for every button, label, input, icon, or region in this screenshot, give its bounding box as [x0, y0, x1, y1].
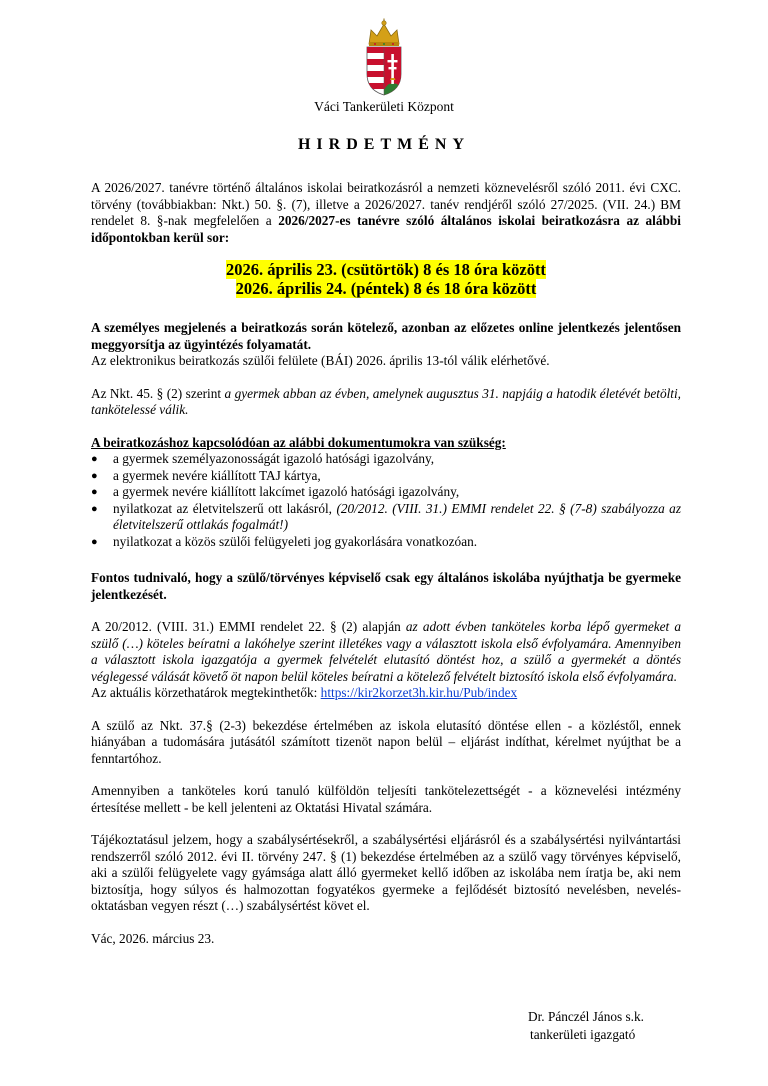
list-item: ● a gyermek személyazonosságát igazoló hatósági igazolvány, — [91, 451, 435, 466]
abroad-paragraph: Amennyiben a tanköteles korú tanuló külföldön teljesíti tankötelezettségét - a köznevelési intézmény értesítése mellett - be kell jelenteni az Oktatási Hivatal számára. — [91, 783, 681, 815]
intro-bold-text: 2026/2027-es tanévre szóló általános iskolai beiratkozásra az alábbi időpontokban kerül sor: — [91, 213, 681, 245]
signatory-role: tankerületi igazgató — [530, 1027, 636, 1042]
appeal-paragraph: A szülő az Nkt. 37.§ (2-3) bekezdése értelmében az iskola elutasító döntése ellen - a közléstől, ennek hiányában a tudomására jutásától számított tizenöt napon belül – eljárást indíthat, kérelmet nyújthat be a fenntartóhoz. — [91, 717, 681, 766]
district-boundaries-label: Az aktuális körzethatárok megtekinthetők: — [91, 685, 321, 700]
nkt45-paragraph — [91, 386, 681, 419]
emmi-prefix: A 20/2012. (VIII. 31.) EMMI rendelet 22. § (2) alapján — [91, 619, 406, 634]
bullet-icon: ● — [91, 502, 98, 515]
enrollment-dates — [91, 260, 681, 298]
bullet-icon: ● — [91, 453, 98, 465]
online-interface-note: Az elektronikus beiratkozás szülői felülete (BÁI) 2026. április 13-tól válik elérhetővé. — [91, 353, 550, 368]
nkt45-quote: a gyermek abban az évben, amelynek augusztus 31. napjáig a hatodik életévét betölti, tankötelessé válik. — [91, 385, 681, 417]
list-item: ● a gyermek nevére kiállított TAJ kártya, — [91, 467, 321, 483]
coat-of-arms-icon — [363, 18, 405, 96]
list-item: ● a gyermek nevére kiállított lakcímet igazoló hatósági igazolvány, — [91, 484, 460, 499]
enrollment-date-2: 2026. április 24. (péntek) 8 és 18 óra között — [235, 279, 537, 298]
documents-heading: A beiratkozáshoz kapcsolódóan az alábbi dokumentumokra van szükség: — [91, 434, 506, 450]
list-item: ● nyilatkozat a közös szülői felügyeleti jog gyakorlására vonatkozóan. — [91, 533, 478, 549]
signature-block — [528, 1008, 644, 1044]
nkt45-prefix: Az Nkt. 45. § (2) szerint — [91, 385, 225, 401]
intro-text: A 2026/2027. tanévre történő általános iskolai beiratkozásról a nemzeti köznevelésről szóló 2011. évi CXC. törvény (továbbiakban: Nkt.) 50. §. (7), illetve a 2026/2027. tanév rendjéről szóló 27/2025. (VII. 24.) BM rendelet 8. §-nak megfelelően a — [91, 180, 681, 228]
document-body — [91, 180, 681, 947]
enrollment-date-1: 2026. április 23. (csütörtök) 8 és 18 óra között — [226, 260, 546, 279]
important-note: Fontos tudnivaló, hogy a szülő/törvényes képviselő csak egy általános iskolába nyújthatja be gyermeke jelentkezését. — [91, 570, 681, 602]
bullet-icon: ● — [91, 535, 98, 548]
place-and-date: Vác, 2026. március 23. — [91, 930, 215, 946]
emmi-paragraph — [91, 619, 681, 685]
bullet-icon: ● — [91, 486, 98, 498]
bullet-icon: ● — [91, 469, 98, 482]
offence-paragraph: Tájékoztatásul jelzem, hogy a szabálysértésekről, a szabálysértési eljárásról és a szabálysértési nyilvántartási rendszerről szóló 2012. évi II. törvény 247. § (1) bekezdése értelmében az a szülő vagy törvényes képviselő, aki a szülői felügyelete vagy gyámsága alatt álló gyermeket kellő időben az iskolába nem íratja be, aki nem biztosítja, hogy súlyos és halmozottan fogyatékos gyermeke a fejlődését biztosító nevelésben, nevelés-oktatásban vegyen részt (…) szabálysértést követ el. — [91, 832, 681, 913]
documents-list — [91, 451, 681, 550]
personal-attendance-note: A személyes megjelenés a beiratkozás során kötelező, azonban az előzetes online jelentkezés jelentősen meggyorsítja az ügyintézés folyamatát. — [91, 320, 681, 352]
organization-name: Váci Tankerületi Központ — [314, 99, 454, 114]
emmi-quote: az adott évben tanköteles korba lépő gyermeket a szülő (…) köteles beíratni a lakóhelye szerint illetékes vagy a választott iskola első évfolyamára. Amennyiben a választott iskola igazgatója a gyermek felvételét elutasító döntést hoz, a szülő a gyermekét a döntés véglegessé válását követő öt napon belül köteles beíratni a kötelező felvételt biztosító iskola első évfolyamára. — [91, 619, 681, 684]
district-boundaries-line — [91, 685, 681, 702]
document-title: HIRDETMÉNY — [297, 136, 470, 153]
list-item: ● nyilatkozat az életvitelszerű ott lakásról, (20/2012. (VIII. 31.) EMMI rendelet 22. § (7-8) szabályozza az életvitelszerű ottlakás fogalmát!) — [91, 500, 681, 532]
intro-paragraph — [91, 180, 681, 246]
district-boundaries-link[interactable]: https://kir2korzet3h.kir.hu/Pub/index — [320, 685, 518, 700]
signatory-name: Dr. Pánczél János s.k. — [528, 1009, 644, 1024]
